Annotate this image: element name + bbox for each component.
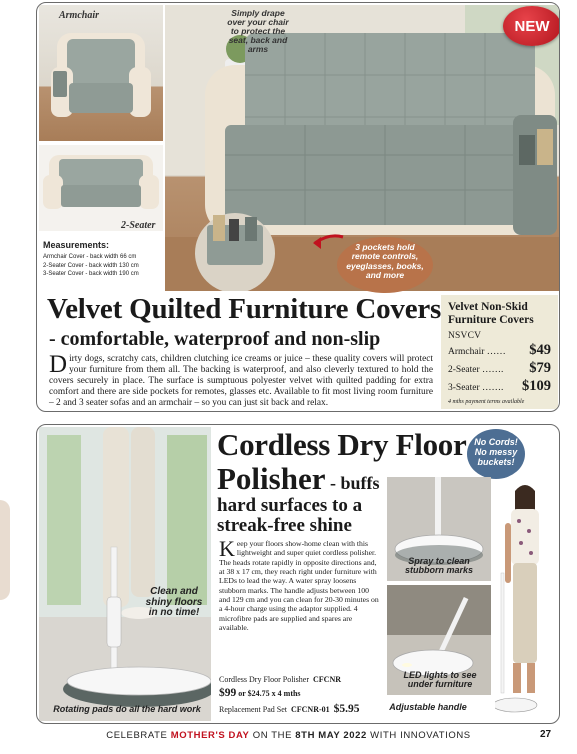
product-line bbox=[219, 675, 341, 684]
measurement-line: 2-Seater Cover - back width 130 cm bbox=[43, 262, 139, 269]
product-code: CFCNR bbox=[313, 675, 341, 684]
product-name: Cordless Dry Floor Polisher bbox=[219, 675, 309, 684]
product-title-word: Polisher bbox=[217, 461, 326, 496]
measurements-block bbox=[43, 239, 175, 279]
two-seater-label: 2-Seater bbox=[121, 220, 156, 231]
page-footer bbox=[0, 730, 577, 741]
payment-terms-note: 4 mths payment terms available bbox=[448, 399, 525, 406]
description-text: irty dogs, scratchy cats, children clutching ice creams or juice – these quality covers will protect your furniture from them all. The backing is waterproof, and also cleverly textured to hold the covers securely in place. The surface is sumptuous polyester velvet with quilted padding for extra comfort and there are side pockets for remotes, glasses etc. Available to fit most living room furniture – 2 and 3 seater sofas and an armchair – so you can just sit back and relax. bbox=[49, 354, 433, 408]
pads-name: Replacement Pad Set bbox=[219, 705, 287, 714]
handle-caption: Adjustable handle bbox=[389, 702, 467, 712]
price-row-label: 2-Seater ……. bbox=[448, 365, 504, 376]
price-row-price: $109 bbox=[522, 378, 551, 395]
product-price-line bbox=[219, 687, 301, 699]
model-illustration bbox=[495, 483, 559, 723]
product-description bbox=[219, 536, 379, 632]
product-price: $99 bbox=[219, 687, 237, 699]
price-box bbox=[441, 295, 558, 409]
drop-cap: D bbox=[49, 351, 68, 378]
rotating-caption: Rotating pads do all the hard work bbox=[53, 704, 201, 714]
footer-text: CELEBRATE bbox=[106, 730, 171, 741]
price-row-label: Armchair …… bbox=[448, 347, 506, 358]
page-edge-decoration bbox=[0, 500, 10, 600]
clean-caption: Clean and shiny floors in no time! bbox=[145, 586, 203, 618]
price-row bbox=[448, 378, 551, 395]
pads-price: $5.95 bbox=[333, 703, 360, 715]
pads-code: CFCNR-01 bbox=[290, 705, 330, 714]
product-title-buffs: - buffs bbox=[325, 473, 380, 493]
footer-text: ON THE bbox=[249, 730, 296, 741]
description-text: eep your floors show-home clean with this lightweight and super quiet cordless polisher. The heads rotate rapidly in opposite directions and, at 38 x 17 cm, they reach right under furniture with LEDs to lead the way. A water spray loosens stubborn marks. The handle adjusts between 100 and 129 cm and you can clean for 20-30 minutes on a 4-hour charge using the adaptor supplied. 4 microfibre pads are supplied and spares are available. bbox=[219, 539, 379, 632]
product-title: Velvet Quilted Furniture Covers bbox=[47, 293, 442, 325]
price-row-price: $79 bbox=[529, 360, 551, 377]
polisher-room-illustration bbox=[39, 427, 211, 721]
armchair-illustration bbox=[39, 5, 163, 141]
drape-caption: Simply drape over your chair to protect the seat, back and arms bbox=[227, 8, 289, 54]
product-code: NSVCV bbox=[448, 331, 482, 342]
pockets-caption: 3 pockets hold remote controls, eyeglasses, books, and more bbox=[346, 242, 424, 281]
product-subtitle: - comfortable, waterproof and non-slip bbox=[49, 328, 381, 350]
armchair-label: Armchair bbox=[59, 10, 100, 21]
price-row bbox=[448, 342, 551, 359]
price-row-label: 3-Seater ……. bbox=[448, 383, 504, 394]
led-caption: LED lights to see under furniture bbox=[403, 670, 477, 690]
armchair-photo bbox=[39, 5, 163, 141]
measurement-line: Armchair Cover - back width 66 cm bbox=[43, 254, 137, 261]
footer-text: WITH INNOVATIONS bbox=[366, 730, 471, 741]
product-title-line2 bbox=[217, 461, 380, 497]
footer-highlight: MOTHER'S DAY bbox=[170, 730, 250, 741]
product-description bbox=[49, 351, 433, 409]
price-box-title: Velvet Non-Skid Furniture Covers bbox=[448, 301, 534, 327]
furniture-covers-panel bbox=[36, 2, 560, 412]
no-cords-text: No Cords! No messy buckets! bbox=[474, 437, 518, 467]
price-row bbox=[448, 360, 551, 377]
model-photo bbox=[495, 483, 559, 723]
footer-date: 8TH MAY 2022 bbox=[295, 730, 367, 741]
new-badge: NEW bbox=[503, 6, 560, 46]
page-number: 27 bbox=[540, 729, 552, 740]
pads-line bbox=[219, 703, 360, 715]
polisher-room-photo bbox=[39, 427, 211, 721]
drop-cap: K bbox=[219, 536, 235, 561]
product-terms: or $24.75 x 4 mths bbox=[238, 689, 301, 698]
spray-caption: Spray to clean stubborn marks bbox=[404, 556, 473, 576]
two-seater-photo bbox=[39, 145, 163, 231]
two-seater-illustration bbox=[39, 145, 163, 231]
price-row-price: $49 bbox=[529, 342, 551, 359]
pockets-caption-bubble bbox=[337, 237, 433, 293]
no-cords-badge bbox=[467, 429, 525, 479]
product-subtitle: hard surfaces to a streak-free shine bbox=[217, 495, 363, 536]
floor-polisher-panel bbox=[36, 424, 560, 724]
product-title: Cordless Dry Floor bbox=[217, 427, 467, 462]
measurements-heading: Measurements: bbox=[43, 240, 110, 250]
measurement-line: 3-Seater Cover - back width 190 cm bbox=[43, 271, 139, 278]
